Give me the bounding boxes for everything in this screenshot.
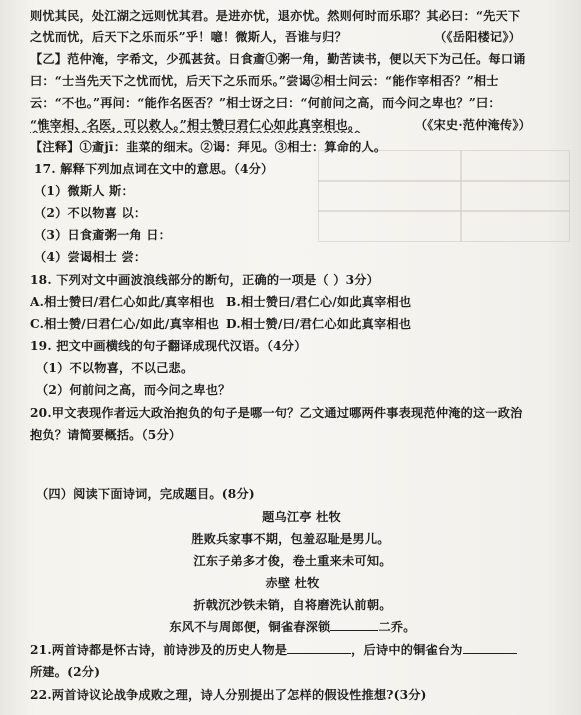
poem-1-line-2: 江东子弟多才俊，卷土重来未可知。 — [193, 554, 392, 568]
option-d: D.相士赞/曰/君仁心如此真宰相也 — [226, 317, 412, 331]
option-a: A.相士赞曰/君仁心如此/真宰相也 — [30, 295, 215, 309]
bleed-table-divider — [318, 180, 570, 182]
poem-1-title: 题乌江亭 杜牧 — [262, 510, 341, 524]
question-17-item-2: （2）不以物喜 以： — [34, 206, 147, 220]
poem-2-line-2-end: 二乔。 — [378, 620, 416, 634]
passage-line-1: 则忧其民，处江湖之远则忧其君。是进亦忧，退亦忧。然则何时而乐耶？其必曰：“先天下 — [30, 9, 521, 23]
question-17-item-4: （4）尝谒相士 尝： — [34, 250, 147, 264]
question-20-line-2: 抱负？请简要概括。（5分） — [30, 428, 182, 442]
poem-1-line-1: 胜败兵家事不期，包羞忍耻是男儿。 — [191, 532, 390, 546]
poem-2-line-1: 折戟沉沙铁未销，自将磨洗认前朝。 — [193, 598, 392, 612]
passage-line-3: 【乙】范仲淹，字希文，少孤甚贫。日食齑①粥一角，勤苦读书，便以天下为己任。每口诵 — [30, 52, 526, 66]
option-b: B.相士赞曰/君仁心/如此真宰相也 — [226, 295, 412, 309]
question-21-text-b: ，后诗中的铜雀台为 — [351, 643, 463, 657]
question-21-blank-2[interactable] — [463, 653, 517, 654]
question-18: 18. 下列对文中画波浪线部分的断句，正确的一项是（ ）3分） — [30, 273, 380, 287]
passage-line-2-text: 之忧而忧，后天下之乐而乐”乎！噫！微斯人，吾谁与归？ — [30, 30, 347, 44]
question-19: 19. 把文中画横线的句子翻译成现代汉语。（4分） — [30, 339, 307, 353]
passage-line-4: 曰：“士当先天下之忧而忧，后天下之乐而乐。”尝谒②相士问云：“能作宰相否？”相士 — [30, 74, 499, 88]
question-21-line-1 — [30, 642, 561, 658]
section-4-heading: （四）阅读下面诗词，完成题目。(8分) — [36, 487, 255, 501]
question-17: 17. 解释下列加点词在文中的意思。（4分） — [34, 162, 274, 176]
question-17-item-1: （1）微斯人 斯： — [34, 184, 134, 198]
poem-2-title: 赤壁 杜牧 — [265, 576, 320, 590]
question-18-row-2 — [30, 316, 561, 332]
passage-line-6 — [30, 117, 561, 133]
question-19-item-2: （2）何前问之高，而今问之卑也？ — [36, 383, 231, 397]
question-18-row-1 — [30, 294, 561, 310]
poem-2-line-2 — [4, 619, 581, 635]
passage-line-5: 云：“不也。”再问：“能作名医否？”相士讶之曰：“何前问之高，而今问之卑也？”曰： — [30, 96, 501, 110]
poem-2-blank[interactable] — [330, 630, 378, 631]
passage-line-2 — [30, 29, 561, 45]
question-21-line-2: 所建。(2分) — [30, 665, 101, 679]
passage-source-yueyanglou: （《岳阳楼记》） — [434, 30, 521, 44]
passage-line-6-text: “惟宰相、名医，可以救人。”相士赞曰君仁心如此真宰相也。 — [30, 118, 361, 132]
question-21-text-a: 21.两首诗都是怀古诗，前诗涉及的历史人物是 — [30, 643, 288, 657]
question-20-line-1: 20.甲文表现作者远大政治抱负的句子是哪一句？乙文通过哪两件事表现范仲淹的这一政治 — [30, 406, 523, 420]
question-21-blank-1[interactable] — [287, 653, 351, 654]
poem-2-line-2-start: 东风不与周郎便，铜雀春深锁 — [169, 620, 331, 634]
question-22: 22.两首诗议论战争成败之理，诗人分别提出了怎样的假设性推想?(3分) — [30, 688, 427, 702]
question-19-item-1: （1）不以物喜，不以己悲。 — [36, 361, 194, 375]
question-17-item-3: （3）日食齑粥一角 日： — [34, 228, 171, 242]
passage-source-songshi: （《宋史·范仲淹传》） — [414, 118, 531, 132]
annotation-line: 【注释】①齑jī：韭菜的细末。②谒：拜见。③相士：算命的人。 — [30, 140, 387, 154]
option-c: C.相士赞/曰君仁心/如此/真宰相也 — [30, 317, 220, 331]
